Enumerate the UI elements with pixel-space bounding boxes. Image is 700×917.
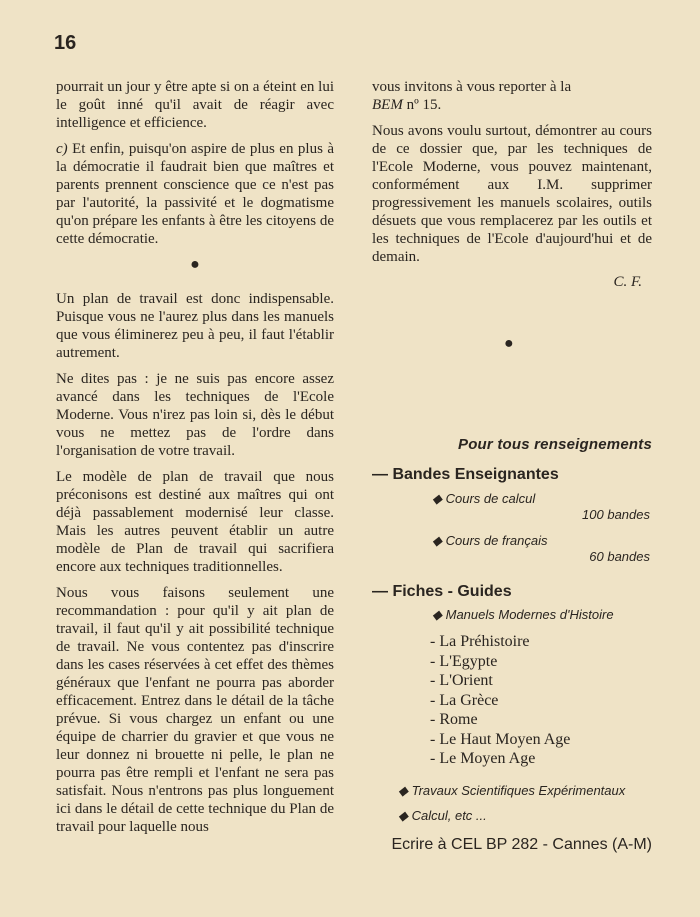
list-item: - La Préhistoire: [430, 633, 530, 650]
paragraph: [372, 78, 652, 114]
list-item: - La Grèce: [430, 692, 499, 709]
bandes-heading: — Bandes Enseignantes: [372, 466, 559, 483]
paragraph: Le modèle de plan de travail que nous préconisons est destiné aux maîtres qui ont déjà passablement modernisé leur classe. Mais les autres peuvent établir un autre modèle de Plan de travail qui sacrifiera encore aux techniques traditionnelles.: [56, 469, 334, 575]
paragraph: pourrait un jour y être apte si on a éteint en lui le goût inné qu'il avait de réagir avec intelligence et efficience.: [56, 79, 334, 131]
paragraph: Nous avons voulu surtout, démontrer au cours de ce dossier que, par les techniques de l'Ecole Moderne, vous pouvez maintenant, conformément aux I.M. supprimer progressivement les manuels scolaires, outils désuets que vous remplacerez par les outils et les techniques de l'Ecole d'aujourd'hui et de demain.: [372, 123, 652, 265]
info-heading: Pour tous renseignements: [457, 436, 652, 453]
item-travaux: ◆ Travaux Scientifiques Expérimentaux: [398, 783, 626, 798]
paragraph: [56, 140, 334, 248]
count-francais: 60 bandes: [589, 549, 650, 564]
item-manuels: ◆ Manuels Modernes d'Histoire: [432, 607, 614, 622]
right-column: [372, 78, 652, 291]
count-calcul: 100 bandes: [582, 507, 650, 522]
fiches-heading: — Fiches - Guides: [372, 583, 512, 600]
item-calcul: ◆ Cours de calcul: [432, 491, 536, 506]
paragraph: Ne dites pas : je ne suis pas encore assez avancé dans les techniques de l'Ecole Moderne. Vous n'irez pas loin si, dès le début vous ne mettez pas de l'ordre dans l'organisation de votre travail.: [56, 371, 334, 459]
page-number: 16: [54, 32, 77, 54]
contact-footer: Ecrire à CEL BP 282 - Cannes (A-M): [391, 836, 652, 853]
paragraph: Nous vous faisons seulement une recommandation : pour qu'il y ait plan de travail, il faut qu'il y ait possibilité technique de travail. Ne vous contentez pas d'inscrire dans les cases réservées à cet effet des thèmes généraux que l'enfant ne pourra pas aborder efficacement. Entrez dans le détail de la tâche prévue. Si vous chargez un enfant ou une équipe de charrier du gravier et que vous ne leur donnez ni brouette ni pelle, le plan ne pourra pas être rempli et l'enfant ne sera pas satisfait. Nous n'entrons pas plus longuement ici dans le détail de cette technique du Plan de travail pour laquelle nous: [56, 585, 334, 835]
issue-number: nº 15.: [406, 97, 442, 113]
list-item: - L'Orient: [430, 672, 493, 689]
section-bullet: ●: [190, 256, 200, 273]
list-item: - Rome: [430, 711, 478, 728]
list-item: - Le Haut Moyen Age: [430, 731, 571, 748]
paragraph-text: Et enfin, puisqu'on aspire de plus en plus à la démocratie il faudrait bien que maîtres et parents prennent conscience que ce n'est pas par l'autorité, la passivité et le dogmatisme qu'on prépare les enfants à être les citoyens de cette démocratie.: [56, 141, 334, 247]
paragraph-text: vous invitons à vous reporter à la: [372, 79, 572, 95]
signature: C. F.: [613, 274, 642, 290]
publication-name: BEM: [372, 97, 403, 113]
list-item: - L'Egypte: [430, 653, 498, 670]
item-label: c): [56, 141, 68, 157]
left-column: [56, 78, 334, 844]
item-francais: ◆ Cours de français: [432, 533, 548, 548]
paragraph: Un plan de travail est donc indispensable. Puisque vous ne l'aurez plus dans les manuels que vous éliminerez peu à peu, il faut l'établir autrement.: [56, 291, 334, 361]
list-item: - Le Moyen Age: [430, 750, 536, 767]
section-bullet: ●: [504, 335, 514, 352]
item-calcul-etc: ◆ Calcul, etc ...: [398, 808, 487, 823]
